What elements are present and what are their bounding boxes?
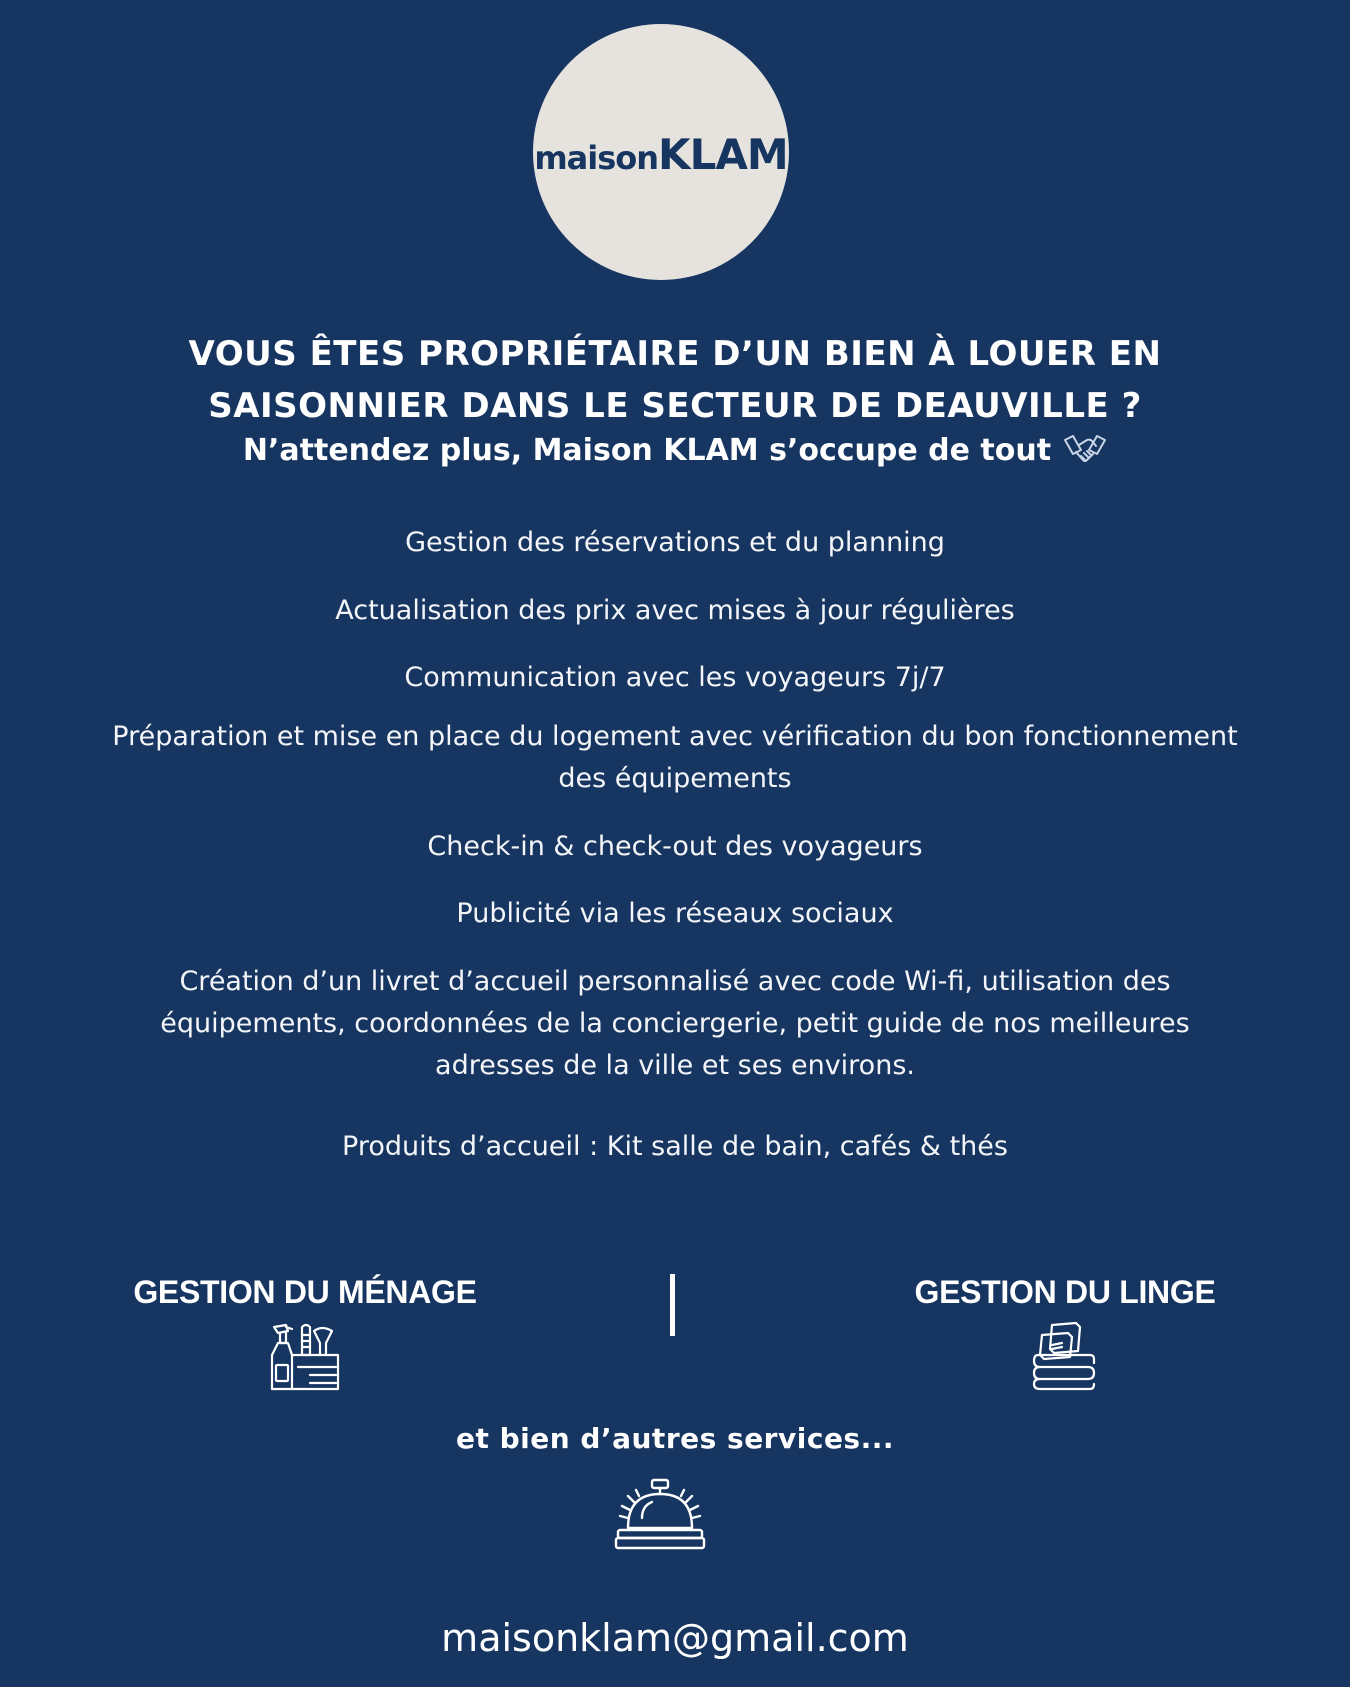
service-item-checkin [0,826,1350,868]
headline-line-1: VOUS ÊTES PROPRIÉTAIRE D’UN BIEN À LOUER EN [188,334,1162,374]
service-item-prices [0,590,1350,632]
handshake-icon [1063,432,1107,468]
service-text: Produits d’accueil : Kit salle de bain, cafés & thés [342,1131,1008,1162]
service-item-preparation [0,716,1350,800]
logo-part-klam: KLAM [658,129,788,179]
service-bell-icon [614,1478,706,1550]
service-text: Création d’un livret d’accueil personnalisé avec code Wi-fi, utilisation des [179,966,1171,997]
service-text: Actualisation des prix avec mises à jour régulières [335,595,1015,626]
feature-label: GESTION DU LINGE [914,1274,1216,1310]
headline-line-2: SAISONNIER DANS LE SECTEUR DE DEAUVILLE ? [208,386,1142,426]
service-text: des équipements [558,763,792,794]
more-services: et bien d’autres services... [455,1422,895,1455]
feature-cleaning [110,1274,500,1391]
folded-linen-icon [1032,1321,1098,1391]
service-text: équipements, coordonnées de la conciergerie, petit guide de nos meilleures [160,1008,1190,1039]
service-item-reservations [0,522,1350,564]
service-text: Gestion des réservations et du planning [405,527,945,558]
feature-label: GESTION DU MÉNAGE [133,1274,477,1310]
tagline-text: N’attendez plus, Maison KLAM s’occupe de tout [242,432,1052,468]
service-item-welcome-products [0,1126,1350,1168]
divider [670,1274,675,1336]
logo [533,24,789,280]
service-text: Check-in & check-out des voyageurs [427,831,923,862]
feature-linen [880,1274,1250,1391]
logo-wordmark [534,130,787,179]
service-item-welcome-booklet [0,961,1350,1087]
service-text: Préparation et mise en place du logement avec vérification du bon fonctionnement [112,721,1238,752]
service-text: Publicité via les réseaux sociaux [456,898,894,929]
logo-part-maison: maison [534,138,659,177]
contact-email[interactable]: maisonklam@gmail.com [441,1616,909,1660]
service-text: Communication avec les voyageurs 7j/7 [404,662,946,693]
service-item-communication [0,657,1350,699]
service-item-advertising [0,893,1350,935]
service-text: adresses de la ville et ses environs. [435,1050,915,1081]
tagline [0,432,1350,468]
cleaning-supplies-icon [270,1321,340,1391]
